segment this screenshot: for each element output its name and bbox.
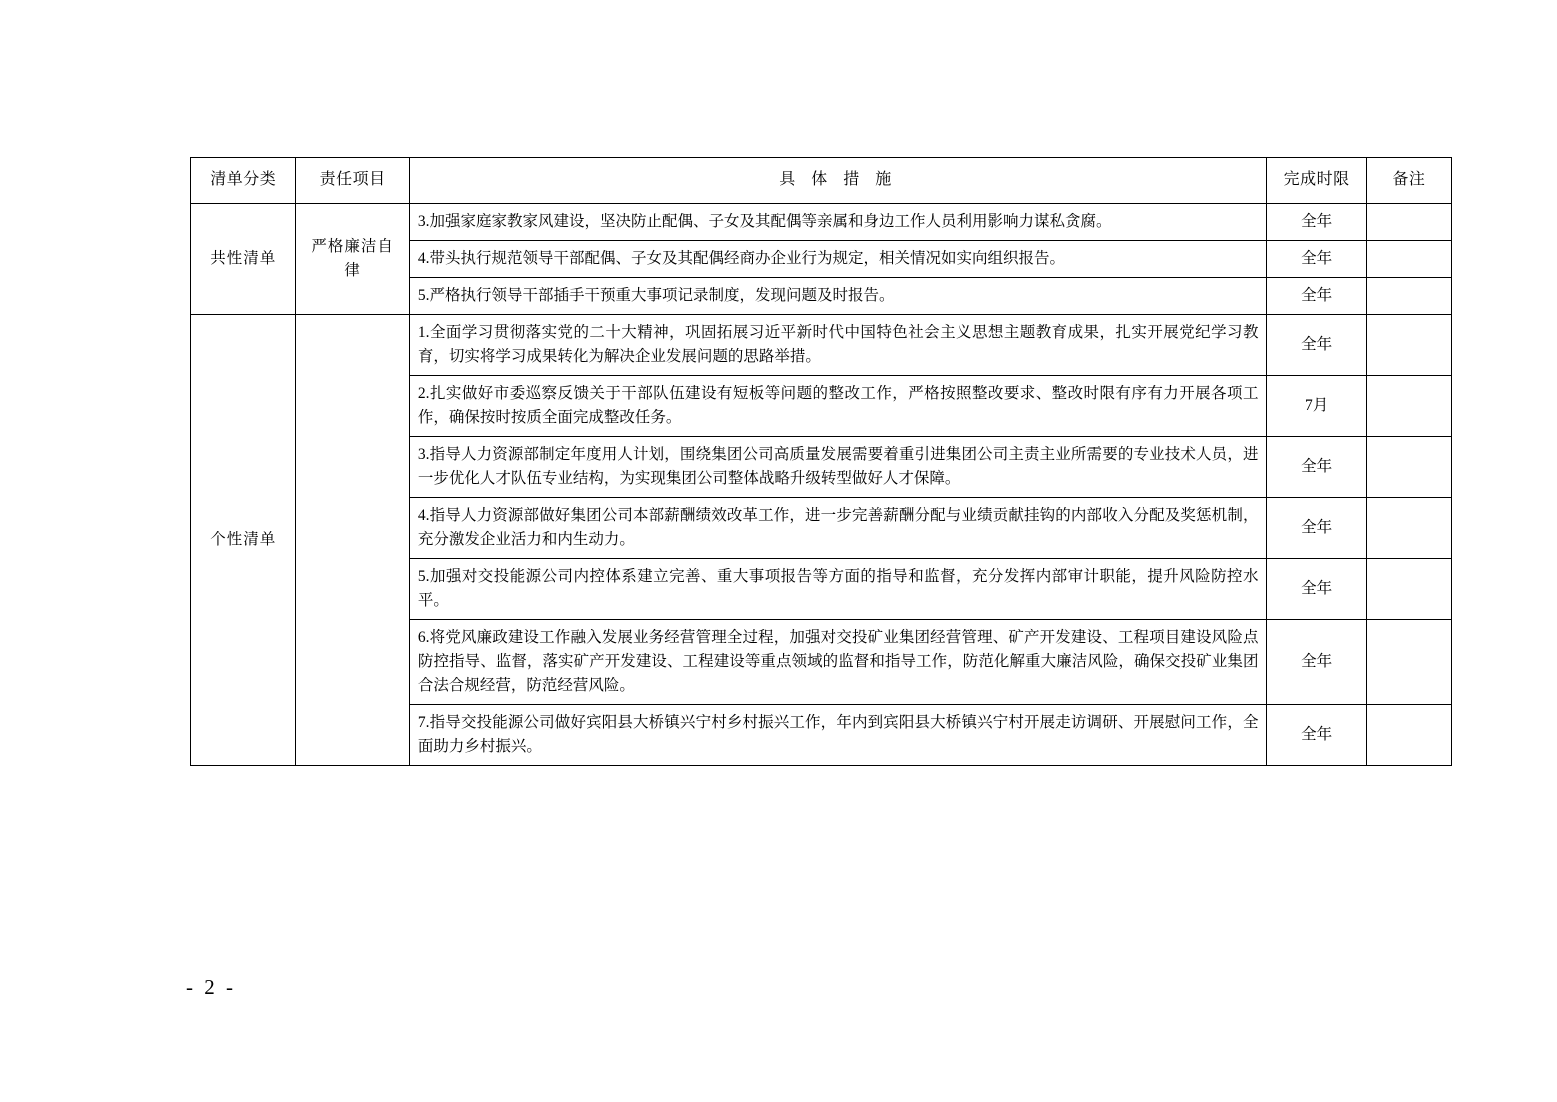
header-responsibility: 责任项目 xyxy=(296,158,410,204)
deadline-text: 全年 xyxy=(1267,203,1366,240)
remark-text xyxy=(1366,436,1451,497)
group-responsibility-individual xyxy=(296,314,410,765)
header-measures: 具 体 措 施 xyxy=(409,158,1267,204)
measure-text: 5.严格执行领导干部插手干预重大事项记录制度，发现问题及时报告。 xyxy=(409,277,1267,314)
group-category-common: 共性清单 xyxy=(191,203,296,314)
header-deadline: 完成时限 xyxy=(1267,158,1366,204)
deadline-text: 全年 xyxy=(1267,497,1366,558)
measure-text: 2.扎实做好市委巡察反馈关于干部队伍建设有短板等问题的整改工作，严格按照整改要求、整改时限有序有力开展各项工作，确保按时按质全面完成整改任务。 xyxy=(409,375,1267,436)
header-remark: 备注 xyxy=(1366,158,1451,204)
group-category-individual: 个性清单 xyxy=(191,314,296,765)
responsibility-list-table xyxy=(190,157,1452,766)
deadline-text: 全年 xyxy=(1267,240,1366,277)
deadline-text: 全年 xyxy=(1267,620,1366,705)
remark-text xyxy=(1366,497,1451,558)
table-header-row xyxy=(191,158,1452,204)
remark-text xyxy=(1366,375,1451,436)
header-category: 清单分类 xyxy=(191,158,296,204)
measure-text: 6.将党风廉政建设工作融入发展业务经营管理全过程，加强对交投矿业集团经营管理、矿产开发建设、工程项目建设风险点防控指导、监督，落实矿产开发建设、工程建设等重点领域的监督和指导工作，防范化解重大廉洁风险，确保交投矿业集团合法合规经营，防范经营风险。 xyxy=(409,620,1267,705)
measure-text: 1.全面学习贯彻落实党的二十大精神，巩固拓展习近平新时代中国特色社会主义思想主题教育成果，扎实开展党纪学习教育，切实将学习成果转化为解决企业发展问题的思路举措。 xyxy=(409,314,1267,375)
remark-text xyxy=(1366,314,1451,375)
measure-text: 3.加强家庭家教家风建设，坚决防止配偶、子女及其配偶等亲属和身边工作人员利用影响力谋私贪腐。 xyxy=(409,203,1267,240)
table-row xyxy=(191,314,1452,375)
group-responsibility-common: 严格廉洁自律 xyxy=(296,203,410,314)
remark-text xyxy=(1366,240,1451,277)
measure-text: 3.指导人力资源部制定年度用人计划，围绕集团公司高质量发展需要着重引进集团公司主责主业所需要的专业技术人员，进一步优化人才队伍专业结构，为实现集团公司整体战略升级转型做好人才保障。 xyxy=(409,436,1267,497)
remark-text xyxy=(1366,705,1451,766)
deadline-text: 全年 xyxy=(1267,314,1366,375)
deadline-text: 7月 xyxy=(1267,375,1366,436)
remark-text xyxy=(1366,620,1451,705)
deadline-text: 全年 xyxy=(1267,277,1366,314)
measure-text: 5.加强对交投能源公司内控体系建立完善、重大事项报告等方面的指导和监督，充分发挥内部审计职能，提升风险防控水平。 xyxy=(409,558,1267,619)
remark-text xyxy=(1366,558,1451,619)
table-row xyxy=(191,203,1452,240)
measure-text: 4.指导人力资源部做好集团公司本部薪酬绩效改革工作，进一步完善薪酬分配与业绩贡献挂钩的内部收入分配及奖惩机制，充分激发企业活力和内生动力。 xyxy=(409,497,1267,558)
deadline-text: 全年 xyxy=(1267,705,1366,766)
measure-text: 4.带头执行规范领导干部配偶、子女及其配偶经商办企业行为规定，相关情况如实向组织报告。 xyxy=(409,240,1267,277)
page-number: - 2 - xyxy=(186,975,236,999)
deadline-text: 全年 xyxy=(1267,558,1366,619)
measure-text: 7.指导交投能源公司做好宾阳县大桥镇兴宁村乡村振兴工作，年内到宾阳县大桥镇兴宁村开展走访调研、开展慰问工作，全面助力乡村振兴。 xyxy=(409,705,1267,766)
deadline-text: 全年 xyxy=(1267,436,1366,497)
remark-text xyxy=(1366,277,1451,314)
remark-text xyxy=(1366,203,1451,240)
